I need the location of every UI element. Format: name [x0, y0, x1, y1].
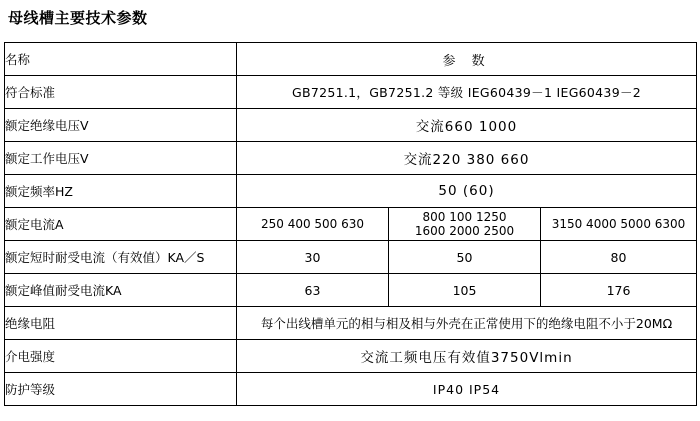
- row-cell-3: 80: [541, 241, 697, 274]
- row-label: 额定绝缘电压V: [5, 109, 237, 142]
- header-param-cell: 参 数: [237, 43, 697, 76]
- table-row: [5, 175, 697, 208]
- row-value: 每个出线槽单元的相与相及相与外壳在正常使用下的绝缘电阻不小于20MΩ: [237, 307, 697, 340]
- row-label: 额定峰值耐受电流KA: [5, 274, 237, 307]
- row-cell-3: [541, 208, 697, 241]
- row-cell-2: 105: [389, 274, 541, 307]
- row-value: 交流220 380 660: [237, 142, 697, 175]
- page-title: 母线槽主要技术参数: [8, 9, 148, 27]
- row-label: 额定短时耐受电流（有效值）KA／S: [5, 241, 237, 274]
- table-row: [5, 76, 697, 109]
- row-label: 额定电流A: [5, 208, 237, 241]
- cell-line-1: 3150 4000 5000 6300: [551, 217, 686, 231]
- table-row: [5, 373, 697, 406]
- row-label: 额定频率HZ: [5, 175, 237, 208]
- cell-line-1: 800 100 1250: [422, 210, 507, 224]
- cell-line-2: 1600 2000 2500: [414, 224, 515, 238]
- table-row: [5, 307, 697, 340]
- row-cell-1: 30: [237, 241, 389, 274]
- row-label: 符合标准: [5, 76, 237, 109]
- specifications-table: [4, 42, 697, 406]
- cell-line-1: 250 400 500 630: [260, 217, 365, 231]
- row-value: IP40 IP54: [237, 373, 697, 406]
- row-cell-1: 63: [237, 274, 389, 307]
- table-header-row: [5, 43, 697, 76]
- row-label: 防护等级: [5, 373, 237, 406]
- row-cell-1: [237, 208, 389, 241]
- row-label: 额定工作电压V: [5, 142, 237, 175]
- row-value: GB7251.1，GB7251.2 等级 IEG60439－1 IEG60439－2: [237, 76, 697, 109]
- table-row: [5, 274, 697, 307]
- row-cell-2: [389, 208, 541, 241]
- table-row: [5, 241, 697, 274]
- row-cell-2: 50: [389, 241, 541, 274]
- row-label: 绝缘电阻: [5, 307, 237, 340]
- table-row: [5, 142, 697, 175]
- row-label: 介电强度: [5, 340, 237, 373]
- header-name-cell: 名称: [5, 43, 237, 76]
- table-row: [5, 208, 697, 241]
- row-value: 交流工频电压有效值3750Vlmin: [237, 340, 697, 373]
- row-value: 50 (60): [237, 175, 697, 208]
- table-row: [5, 340, 697, 373]
- table-row: [5, 109, 697, 142]
- row-value: 交流660 1000: [237, 109, 697, 142]
- row-cell-3: 176: [541, 274, 697, 307]
